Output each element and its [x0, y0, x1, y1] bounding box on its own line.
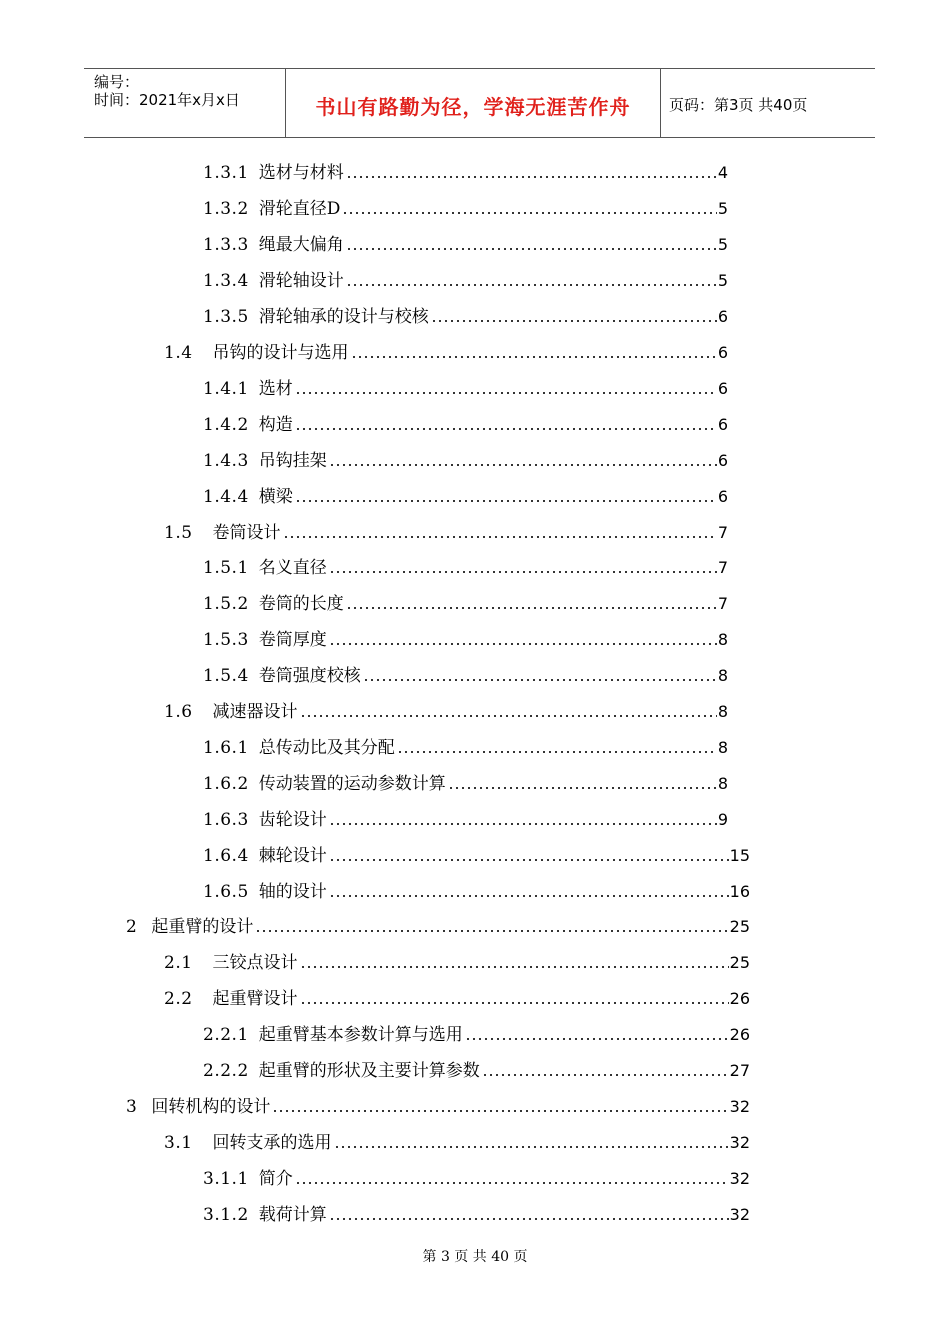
document-number-label: 编号： [94, 73, 140, 91]
toc-number: 3.1 [164, 1133, 193, 1153]
toc-number: 1.3.3 [203, 235, 249, 255]
toc-entry[interactable] [203, 555, 728, 579]
toc-title: 齿轮设计 [258, 810, 327, 830]
toc-number: 1.3.5 [203, 307, 249, 327]
toc-entry[interactable] [164, 520, 728, 544]
toc-entry[interactable] [203, 735, 728, 759]
toc-number: 3 [126, 1097, 138, 1117]
toc-entry[interactable] [203, 1058, 750, 1082]
toc-page: 7 [717, 558, 728, 577]
toc-leader [329, 895, 729, 897]
toc-entry[interactable] [164, 950, 750, 974]
toc-title: 滑轮直径D [258, 199, 341, 219]
toc-number: 1.6.1 [203, 738, 249, 758]
toc-leader [346, 284, 717, 286]
toc-number: 1.6.4 [203, 846, 249, 866]
toc-entry[interactable] [164, 699, 728, 723]
toc-leader [329, 859, 729, 861]
toc-title: 横梁 [258, 487, 293, 507]
toc-title: 回转支承的选用 [212, 1133, 332, 1153]
toc-number: 1.6.2 [203, 774, 249, 794]
toc-number: 1.5 [164, 523, 193, 543]
toc-entry[interactable] [203, 807, 728, 831]
toc-title: 起重臂基本参数计算与选用 [258, 1025, 463, 1045]
toc-number: 1.6.3 [203, 810, 249, 830]
toc-leader [346, 248, 717, 250]
toc-page: 32 [729, 1133, 750, 1152]
toc-leader [342, 212, 716, 214]
toc-leader [295, 428, 717, 430]
toc-number: 1.6 [164, 702, 193, 722]
toc-entry[interactable] [164, 1130, 750, 1154]
toc-leader [300, 715, 717, 717]
toc-number: 1.5.2 [203, 594, 249, 614]
toc-page: 6 [717, 451, 728, 470]
toc-leader [329, 464, 717, 466]
toc-number: 1.4.1 [203, 379, 249, 399]
toc-page: 5 [717, 235, 728, 254]
toc-entry[interactable] [126, 1094, 750, 1118]
toc-leader [329, 1218, 729, 1220]
toc-page: 32 [729, 1097, 750, 1116]
toc-entry[interactable] [203, 1022, 750, 1046]
toc-entry[interactable] [203, 412, 728, 436]
toc-page: 8 [717, 630, 728, 649]
toc-number: 3.1.1 [203, 1169, 249, 1189]
toc-number: 1.3.4 [203, 271, 249, 291]
toc-page: 25 [729, 917, 750, 936]
toc-leader [397, 751, 717, 753]
document-date: 时间：2021年x月x日 [94, 91, 240, 109]
toc-title: 起重臂设计 [212, 989, 298, 1009]
toc-page: 6 [717, 307, 728, 326]
toc-leader [346, 176, 717, 178]
toc-leader [346, 607, 717, 609]
toc-title: 起重臂的形状及主要计算参数 [258, 1061, 480, 1081]
toc-page: 27 [729, 1061, 750, 1080]
toc-entry[interactable] [203, 268, 728, 292]
toc-entry[interactable] [203, 879, 750, 903]
toc-page: 32 [729, 1205, 750, 1224]
toc-number: 1.4.4 [203, 487, 249, 507]
page-footer: 第 3 页 共 40 页 [422, 1249, 528, 1265]
toc-entry[interactable] [203, 448, 728, 472]
toc-page: 25 [729, 953, 750, 972]
toc-number: 1.4 [164, 343, 193, 363]
toc-page: 4 [717, 163, 728, 182]
toc-number: 1.3.1 [203, 163, 249, 183]
toc-page: 6 [717, 415, 728, 434]
toc-title: 棘轮设计 [258, 846, 327, 866]
toc-page: 32 [729, 1169, 750, 1188]
toc-title: 滑轮轴承的设计与校核 [258, 307, 429, 327]
toc-leader [329, 571, 717, 573]
toc-leader [300, 1002, 729, 1004]
toc-page: 5 [717, 271, 728, 290]
toc-title: 卷筒的长度 [258, 594, 344, 614]
toc-number: 1.5.3 [203, 630, 249, 650]
header-page-info: 页码：第3页 共40页 [669, 96, 808, 114]
toc-page: 8 [717, 738, 728, 757]
toc-title: 名义直径 [258, 558, 327, 578]
toc-number: 2.2.1 [203, 1025, 249, 1045]
toc-page: 15 [729, 846, 750, 865]
toc-title: 吊钩的设计与选用 [212, 343, 349, 363]
toc-number: 2.2.2 [203, 1061, 249, 1081]
toc-leader [295, 500, 717, 502]
toc-entry[interactable] [203, 627, 728, 651]
toc-title: 构造 [258, 415, 293, 435]
toc-entry[interactable] [203, 160, 728, 184]
toc-number: 2.2 [164, 989, 193, 1009]
toc-entry[interactable] [203, 232, 728, 256]
toc-leader [295, 392, 717, 394]
toc-leader [255, 930, 728, 932]
toc-number: 1.6.5 [203, 882, 249, 902]
toc-leader [482, 1074, 729, 1076]
toc-page: 16 [729, 882, 750, 901]
toc-page: 8 [717, 774, 728, 793]
toc-title: 绳最大偏角 [258, 235, 344, 255]
toc-page: 6 [717, 379, 728, 398]
toc-entry[interactable] [203, 1166, 750, 1190]
toc-title: 卷筒设计 [212, 523, 281, 543]
toc-title: 载荷计算 [258, 1205, 327, 1225]
toc-entry[interactable] [203, 376, 728, 400]
toc-page: 8 [717, 666, 728, 685]
toc-entry[interactable] [203, 591, 728, 615]
toc-title: 吊钩挂架 [258, 451, 327, 471]
toc-leader [329, 643, 717, 645]
toc-title: 轴的设计 [258, 882, 327, 902]
toc-title: 选材 [258, 379, 293, 399]
toc-leader [465, 1038, 729, 1040]
toc-entry[interactable] [203, 843, 750, 867]
toc-entry[interactable] [164, 986, 750, 1010]
toc-leader [329, 823, 717, 825]
toc-title: 卷筒厚度 [258, 630, 327, 650]
toc-entry[interactable] [126, 914, 750, 938]
toc-title: 三铰点设计 [212, 953, 298, 973]
toc-page: 5 [717, 199, 728, 218]
toc-entry[interactable] [164, 340, 728, 364]
toc-number: 2 [126, 917, 138, 937]
toc-leader [431, 320, 717, 322]
toc-leader [334, 1146, 729, 1148]
toc-entry[interactable] [203, 196, 728, 220]
toc-leader [363, 679, 717, 681]
toc-leader [448, 787, 717, 789]
toc-leader [295, 1182, 729, 1184]
toc-number: 2.1 [164, 953, 193, 973]
toc-page: 26 [729, 1025, 750, 1044]
toc-number: 1.4.2 [203, 415, 249, 435]
toc-title: 传动装置的运动参数计算 [258, 774, 446, 794]
toc-leader [272, 1110, 728, 1112]
toc-page: 8 [717, 702, 728, 721]
toc-leader [351, 356, 717, 358]
toc-title: 卷筒强度校核 [258, 666, 361, 686]
toc-leader [300, 966, 729, 968]
toc-page: 26 [729, 989, 750, 1008]
toc-title: 起重臂的设计 [151, 917, 254, 937]
toc-number: 3.1.2 [203, 1205, 249, 1225]
toc-page: 7 [717, 523, 728, 542]
toc-number: 1.3.2 [203, 199, 249, 219]
toc-page: 6 [717, 343, 728, 362]
toc-entry[interactable] [203, 1202, 750, 1226]
toc-page: 6 [717, 487, 728, 506]
toc-number: 1.4.3 [203, 451, 249, 471]
header-motto: 书山有路勤为径，学海无涯苦作舟 [315, 95, 631, 119]
toc-entry[interactable] [203, 484, 728, 508]
toc-entry[interactable] [203, 771, 728, 795]
toc-page: 7 [717, 594, 728, 613]
toc-entry[interactable] [203, 663, 728, 687]
toc-title: 减速器设计 [212, 702, 298, 722]
toc-title: 选材与材料 [258, 163, 344, 183]
toc-entry[interactable] [203, 304, 728, 328]
toc-number: 1.5.4 [203, 666, 249, 686]
toc-title: 总传动比及其分配 [258, 738, 395, 758]
toc-title: 回转机构的设计 [151, 1097, 271, 1117]
toc-number: 1.5.1 [203, 558, 249, 578]
toc-title: 滑轮轴设计 [258, 271, 344, 291]
toc-leader [283, 536, 717, 538]
toc-page: 9 [717, 810, 728, 829]
toc-title: 简介 [258, 1169, 293, 1189]
